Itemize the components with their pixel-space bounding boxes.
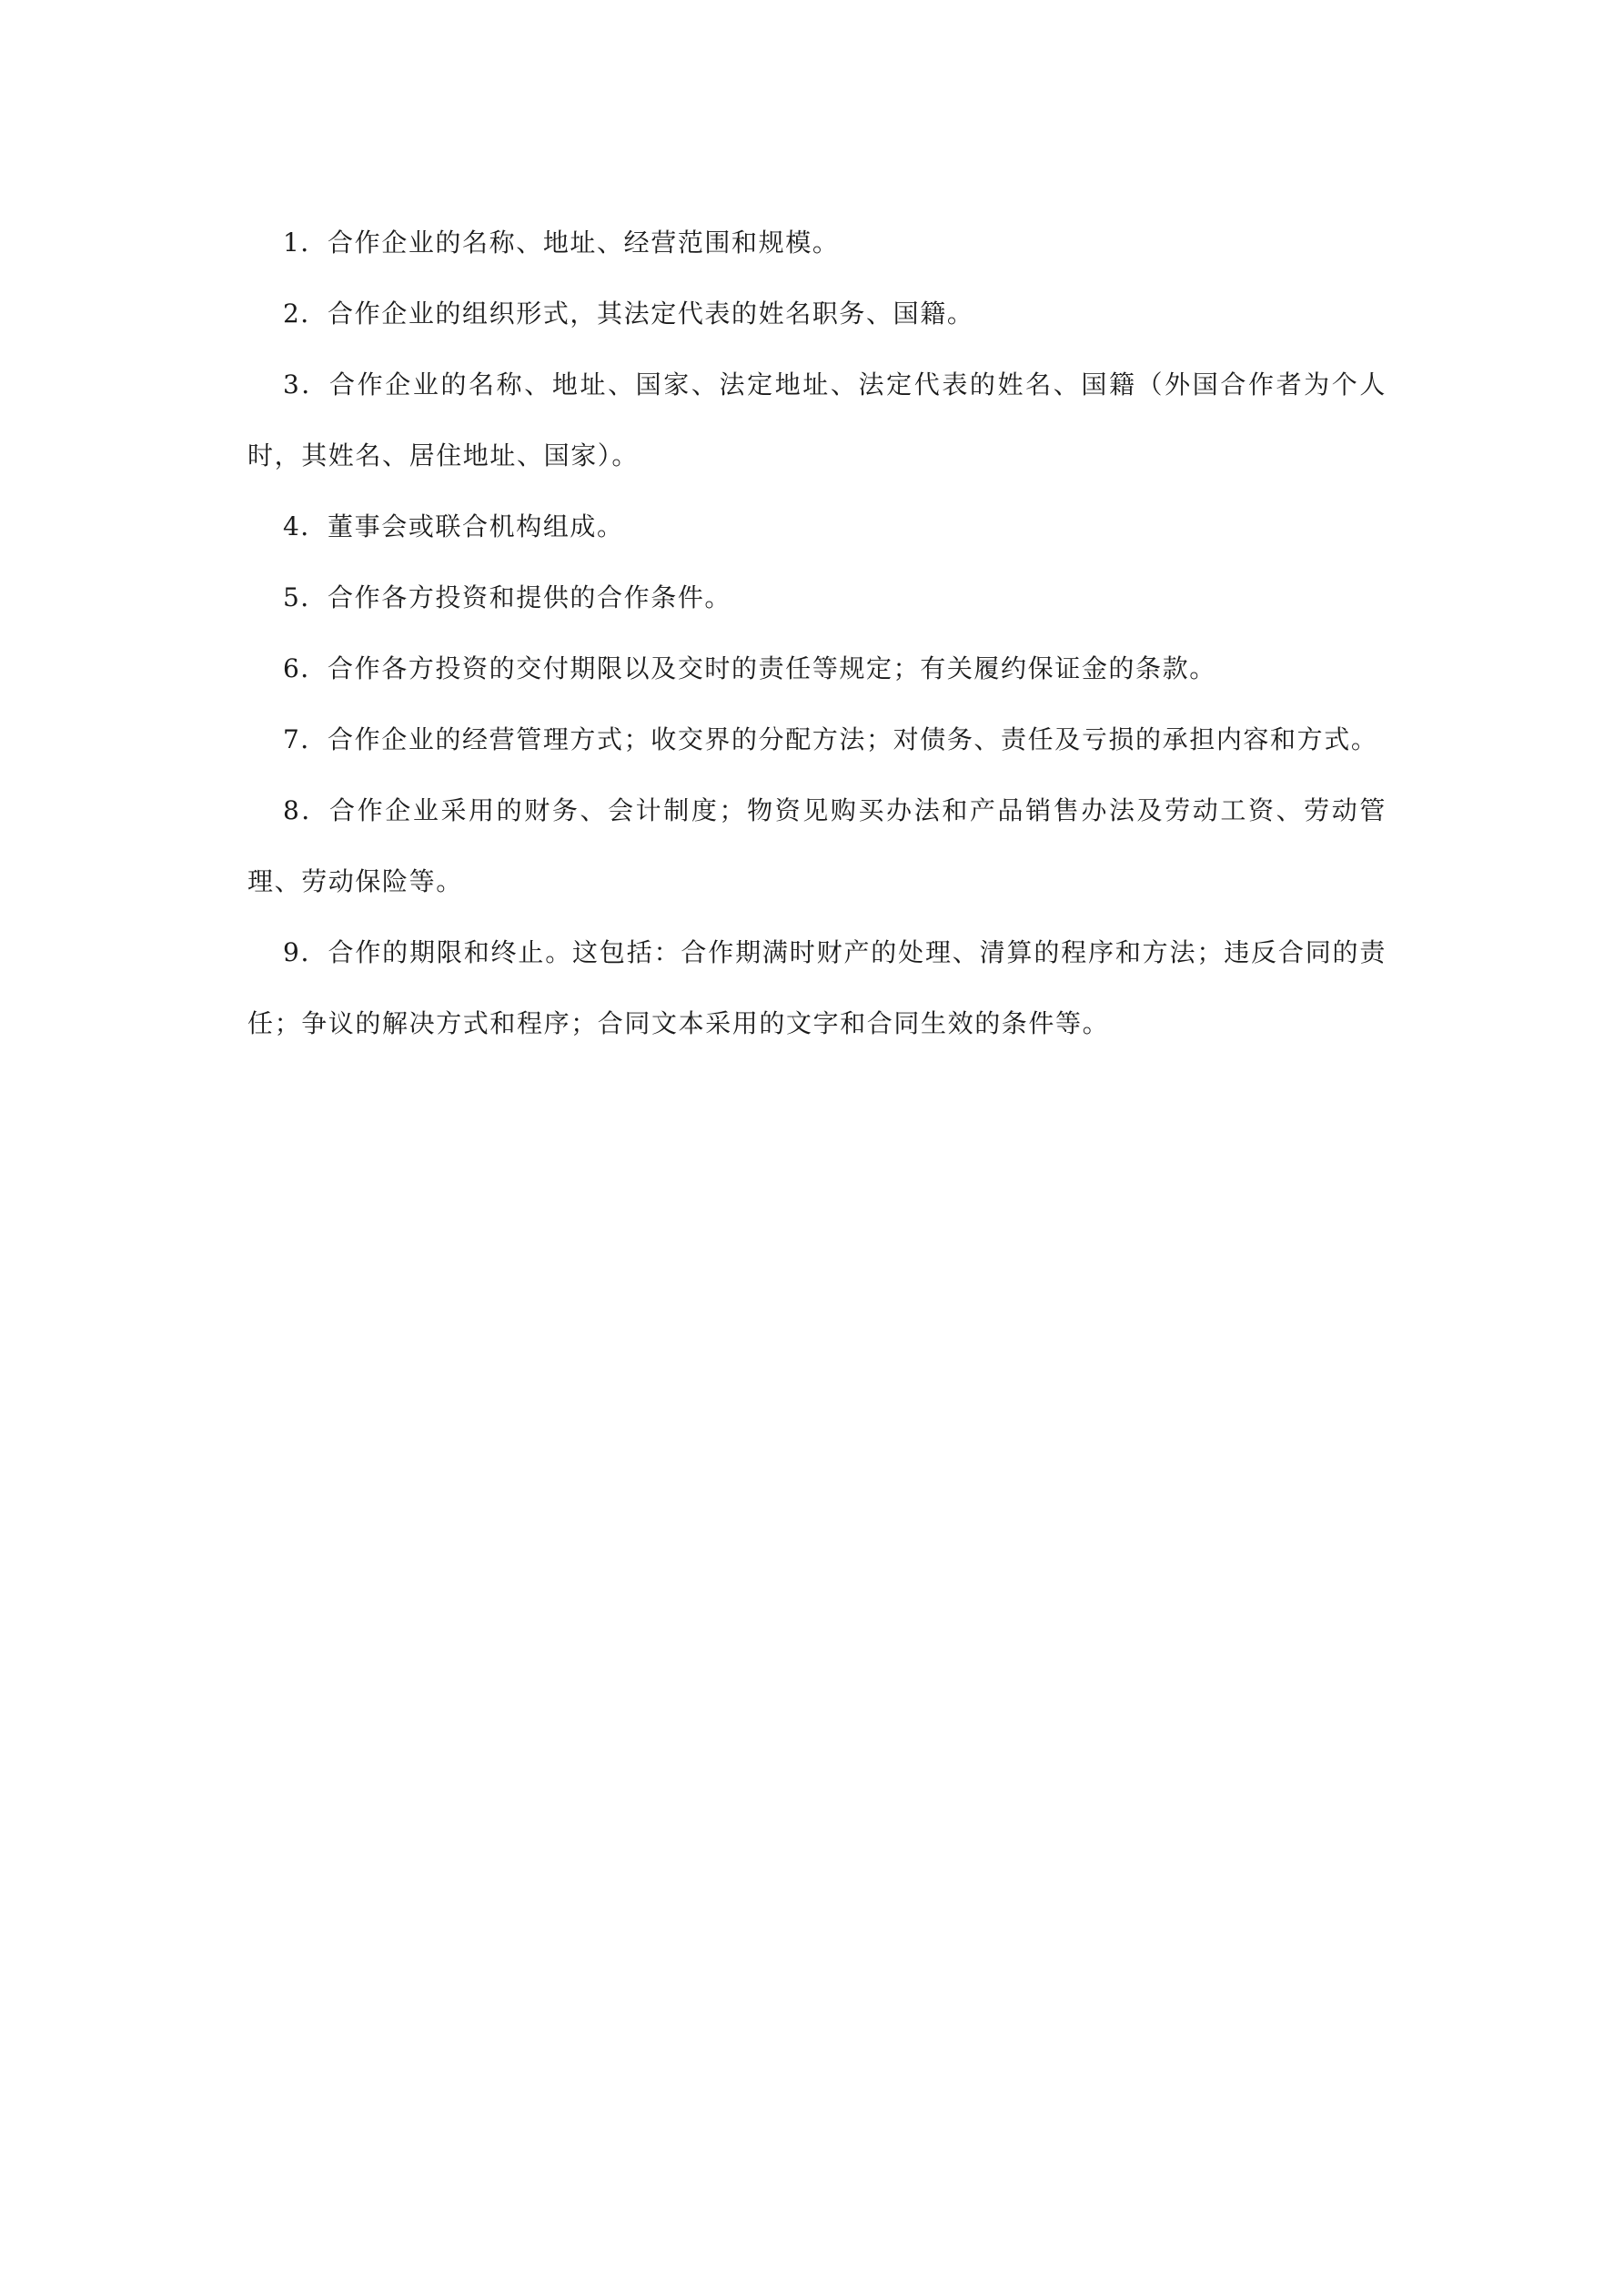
document-body: [247, 207, 1387, 1059]
paragraph-9: 9．合作的期限和终止。这包括：合作期满时财产的处理、清算的程序和方法；违反合同的责任；争议的解决方式和程序；合同文本采用的文字和合同生效的条件等。: [247, 937, 1387, 1038]
paragraph-2: 2．合作企业的组织形式，其法定代表的姓名职务、国籍。: [283, 298, 974, 329]
paragraph-1: 1．合作企业的名称、地址、经营范围和规模。: [283, 228, 840, 258]
paragraph-7: 7．合作企业的经营管理方式；收交界的分配方法；对债务、责任及亏损的承担内容和方式。: [283, 724, 1378, 754]
paragraph-3: 3．合作企业的名称、地址、国家、法定地址、法定代表的姓名、国籍（外国合作者为个人时，其姓名、居住地址、国家）。: [247, 369, 1387, 470]
paragraph-8: 8．合作企业采用的财务、会计制度；物资见购买办法和产品销售办法及劳动工资、劳动管理、劳动保险等。: [247, 795, 1387, 896]
paragraph-6: 6．合作各方投资的交付期限以及交时的责任等规定；有关履约保证金的条款。: [283, 653, 1216, 683]
paragraph-4: 4．董事会或联合机构组成。: [283, 511, 624, 541]
paragraph-5: 5．合作各方投资和提供的合作条件。: [283, 582, 732, 612]
